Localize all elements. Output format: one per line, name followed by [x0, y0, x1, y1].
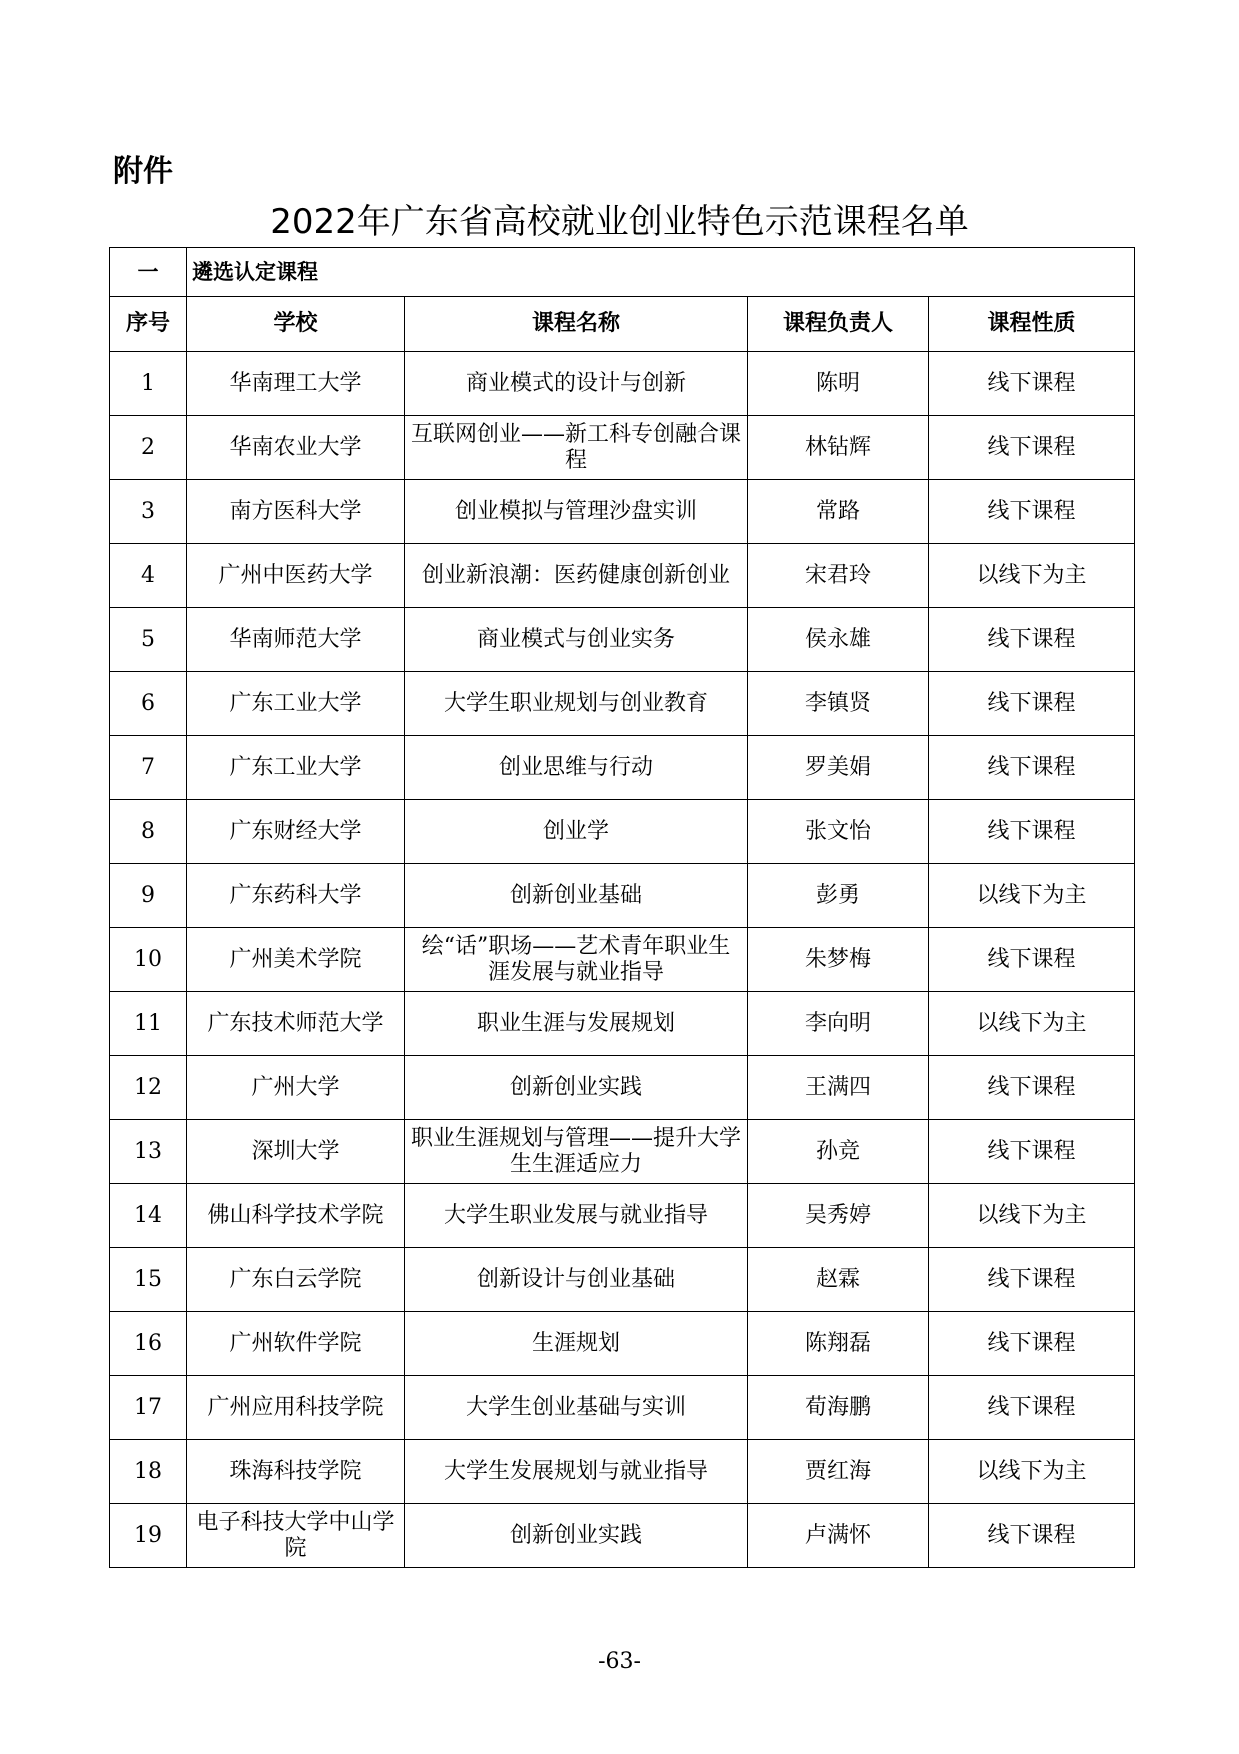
- table-row: [110, 736, 1135, 800]
- table-row: [110, 1440, 1135, 1504]
- row-index: 15: [110, 1248, 187, 1312]
- instructor-name: 朱梦梅: [748, 928, 929, 992]
- row-index: 14: [110, 1184, 187, 1248]
- instructor-name: 荀海鹏: [748, 1376, 929, 1440]
- school-name: 华南理工大学: [187, 352, 405, 416]
- table-row: [110, 1376, 1135, 1440]
- row-index: 17: [110, 1376, 187, 1440]
- course-name: 创业思维与行动: [405, 736, 748, 800]
- course-name: 职业生涯规划与管理——提升大学生生涯适应力: [405, 1120, 748, 1184]
- school-name: 广州应用科技学院: [187, 1376, 405, 1440]
- column-header-instructor: 课程负责人: [748, 297, 929, 352]
- table-row: [110, 1504, 1135, 1568]
- row-index: 8: [110, 800, 187, 864]
- course-type: 线下课程: [929, 352, 1135, 416]
- course-name: 创新创业实践: [405, 1056, 748, 1120]
- course-name: 互联网创业——新工科专创融合课程: [405, 416, 748, 480]
- column-header-index: 序号: [110, 297, 187, 352]
- course-name: 商业模式的设计与创新: [405, 352, 748, 416]
- table-row: [110, 1056, 1135, 1120]
- course-name: 大学生发展规划与就业指导: [405, 1440, 748, 1504]
- row-index: 12: [110, 1056, 187, 1120]
- instructor-name: 陈明: [748, 352, 929, 416]
- instructor-name: 彭勇: [748, 864, 929, 928]
- course-name: 大学生创业基础与实训: [405, 1376, 748, 1440]
- course-type: 线下课程: [929, 1120, 1135, 1184]
- row-index: 19: [110, 1504, 187, 1568]
- instructor-name: 卢满怀: [748, 1504, 929, 1568]
- section-row: [110, 248, 1135, 297]
- school-name: 广州软件学院: [187, 1312, 405, 1376]
- table-row: [110, 992, 1135, 1056]
- table-row: [110, 352, 1135, 416]
- table-row: [110, 864, 1135, 928]
- course-type: 线下课程: [929, 416, 1135, 480]
- course-name: 商业模式与创业实务: [405, 608, 748, 672]
- course-type: 线下课程: [929, 672, 1135, 736]
- table-row: [110, 672, 1135, 736]
- course-type: 线下课程: [929, 736, 1135, 800]
- table-row: [110, 608, 1135, 672]
- section-number: 一: [110, 248, 187, 297]
- school-name: 广东工业大学: [187, 672, 405, 736]
- course-type: 线下课程: [929, 608, 1135, 672]
- document-title: 2022年广东省高校就业创业特色示范课程名单: [270, 202, 969, 242]
- table-row: [110, 480, 1135, 544]
- course-type: 线下课程: [929, 480, 1135, 544]
- course-name: 生涯规划: [405, 1312, 748, 1376]
- page-number: -63-: [598, 1649, 641, 1674]
- course-type: 线下课程: [929, 800, 1135, 864]
- school-name: 华南农业大学: [187, 416, 405, 480]
- course-type: 以线下为主: [929, 1440, 1135, 1504]
- row-index: 1: [110, 352, 187, 416]
- school-name: 珠海科技学院: [187, 1440, 405, 1504]
- row-index: 2: [110, 416, 187, 480]
- row-index: 7: [110, 736, 187, 800]
- instructor-name: 罗美娟: [748, 736, 929, 800]
- course-name: 创新设计与创业基础: [405, 1248, 748, 1312]
- course-type: 线下课程: [929, 1504, 1135, 1568]
- instructor-name: 陈翔磊: [748, 1312, 929, 1376]
- course-name: 创新创业基础: [405, 864, 748, 928]
- instructor-name: 宋君玲: [748, 544, 929, 608]
- school-name: 南方医科大学: [187, 480, 405, 544]
- table-body: [110, 352, 1135, 1568]
- table-row: [110, 800, 1135, 864]
- instructor-name: 张文怡: [748, 800, 929, 864]
- row-index: 18: [110, 1440, 187, 1504]
- header-row: [110, 297, 1135, 352]
- column-header-school: 学校: [187, 297, 405, 352]
- course-name: 创新创业实践: [405, 1504, 748, 1568]
- course-name: 创业模拟与管理沙盘实训: [405, 480, 748, 544]
- school-name: 广州中医药大学: [187, 544, 405, 608]
- row-index: 16: [110, 1312, 187, 1376]
- row-index: 11: [110, 992, 187, 1056]
- course-name: 创业新浪潮：医药健康创新创业: [405, 544, 748, 608]
- instructor-name: 林钻辉: [748, 416, 929, 480]
- course-type: 线下课程: [929, 1248, 1135, 1312]
- table-row: [110, 1248, 1135, 1312]
- row-index: 10: [110, 928, 187, 992]
- course-table: [109, 247, 1135, 1568]
- school-name: 佛山科学技术学院: [187, 1184, 405, 1248]
- section-name: 遴选认定课程: [187, 248, 1135, 297]
- table-row: [110, 416, 1135, 480]
- row-index: 9: [110, 864, 187, 928]
- column-header-course-name: 课程名称: [405, 297, 748, 352]
- instructor-name: 贾红海: [748, 1440, 929, 1504]
- school-name: 广东白云学院: [187, 1248, 405, 1312]
- course-name: 创业学: [405, 800, 748, 864]
- instructor-name: 王满四: [748, 1056, 929, 1120]
- course-type: 线下课程: [929, 1312, 1135, 1376]
- attachment-label: 附件: [113, 154, 173, 189]
- course-type: 以线下为主: [929, 544, 1135, 608]
- course-name: 大学生职业发展与就业指导: [405, 1184, 748, 1248]
- course-name: 职业生涯与发展规划: [405, 992, 748, 1056]
- instructor-name: 侯永雄: [748, 608, 929, 672]
- table-row: [110, 544, 1135, 608]
- instructor-name: 赵霖: [748, 1248, 929, 1312]
- course-type: 以线下为主: [929, 1184, 1135, 1248]
- table-row: [110, 1184, 1135, 1248]
- school-name: 广东技术师范大学: [187, 992, 405, 1056]
- instructor-name: 孙竞: [748, 1120, 929, 1184]
- school-name: 华南师范大学: [187, 608, 405, 672]
- course-type: 线下课程: [929, 1376, 1135, 1440]
- school-name: 电子科技大学中山学院: [187, 1504, 405, 1568]
- course-name: 大学生职业规划与创业教育: [405, 672, 748, 736]
- row-index: 4: [110, 544, 187, 608]
- table-row: [110, 928, 1135, 992]
- school-name: 广东工业大学: [187, 736, 405, 800]
- school-name: 广州美术学院: [187, 928, 405, 992]
- school-name: 广东药科大学: [187, 864, 405, 928]
- instructor-name: 李向明: [748, 992, 929, 1056]
- course-type: 线下课程: [929, 1056, 1135, 1120]
- school-name: 广州大学: [187, 1056, 405, 1120]
- row-index: 5: [110, 608, 187, 672]
- instructor-name: 吴秀婷: [748, 1184, 929, 1248]
- school-name: 广东财经大学: [187, 800, 405, 864]
- column-header-course-type: 课程性质: [929, 297, 1135, 352]
- instructor-name: 李镇贤: [748, 672, 929, 736]
- course-type: 以线下为主: [929, 864, 1135, 928]
- table-row: [110, 1120, 1135, 1184]
- course-type: 以线下为主: [929, 992, 1135, 1056]
- row-index: 6: [110, 672, 187, 736]
- course-name: 绘“话”职场——艺术青年职业生涯发展与就业指导: [405, 928, 748, 992]
- table-row: [110, 1312, 1135, 1376]
- row-index: 13: [110, 1120, 187, 1184]
- instructor-name: 常路: [748, 480, 929, 544]
- course-type: 线下课程: [929, 928, 1135, 992]
- row-index: 3: [110, 480, 187, 544]
- school-name: 深圳大学: [187, 1120, 405, 1184]
